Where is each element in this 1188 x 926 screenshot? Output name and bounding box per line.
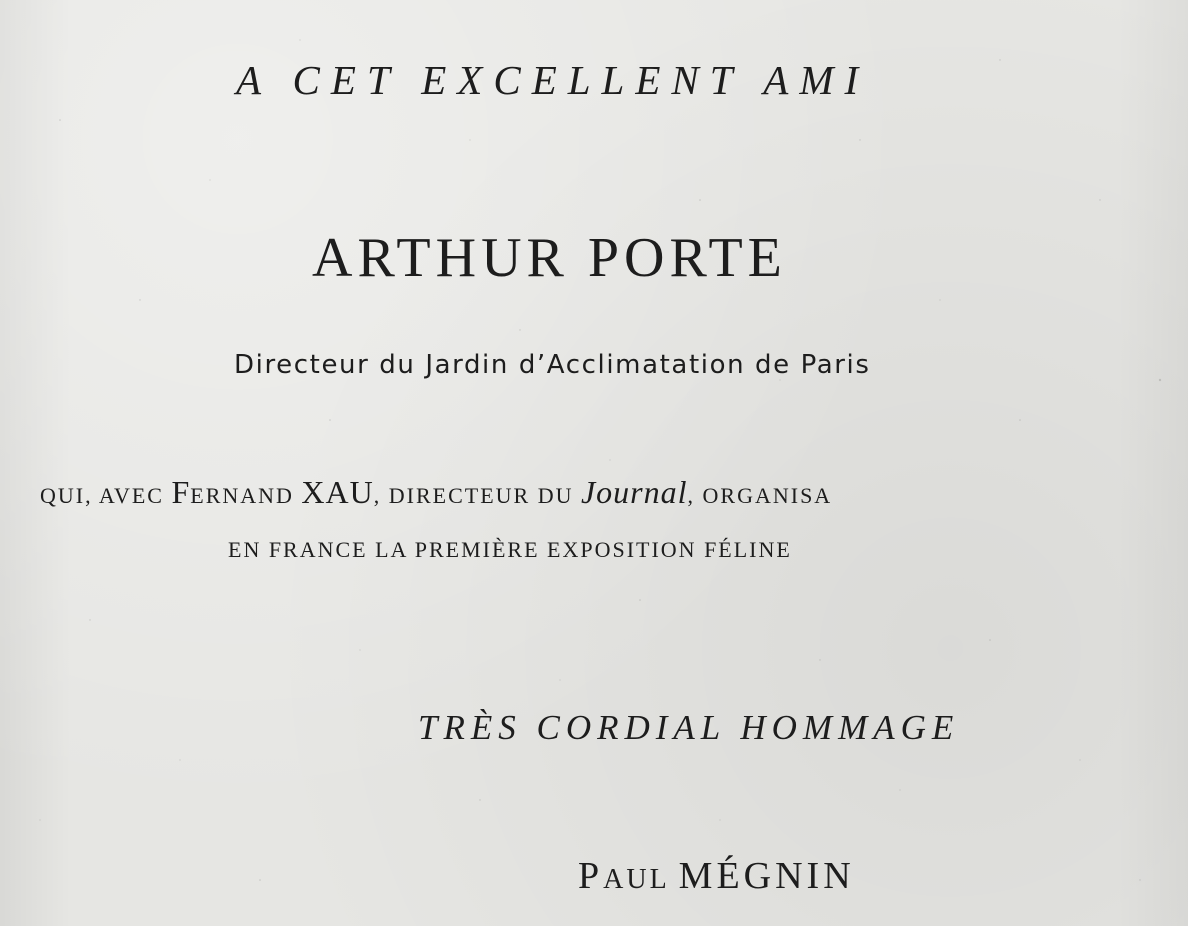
- dedication-line: A CET EXCELLENT AMI: [236, 57, 870, 103]
- honoree-role: Directeur du Jardin d’Acclimatation de Paris: [234, 350, 871, 380]
- description-lead: QUI, AVEC: [40, 483, 172, 508]
- newspaper-title: Journal: [580, 474, 688, 510]
- signature-first-initial: P: [578, 855, 604, 897]
- person-name-rest: ERNAND: [190, 483, 302, 508]
- description-line-1: [40, 474, 832, 511]
- homage-line: TRÈS CORDIAL HOMMAGE: [418, 708, 960, 747]
- description-tail: , ORGANISA: [687, 483, 833, 508]
- description-mid: , DIRECTEUR DU: [373, 483, 581, 508]
- honoree-name: ARTHUR PORTE: [312, 227, 787, 289]
- signature-first-rest: AUL: [603, 864, 679, 895]
- person-surname: XAU: [301, 474, 374, 510]
- person-initial: F: [171, 474, 191, 510]
- signature: [578, 854, 855, 898]
- signature-surname: MÉGNIN: [678, 855, 855, 897]
- description-line-2: EN FRANCE LA PREMIÈRE EXPOSITION FÉLINE: [228, 537, 792, 562]
